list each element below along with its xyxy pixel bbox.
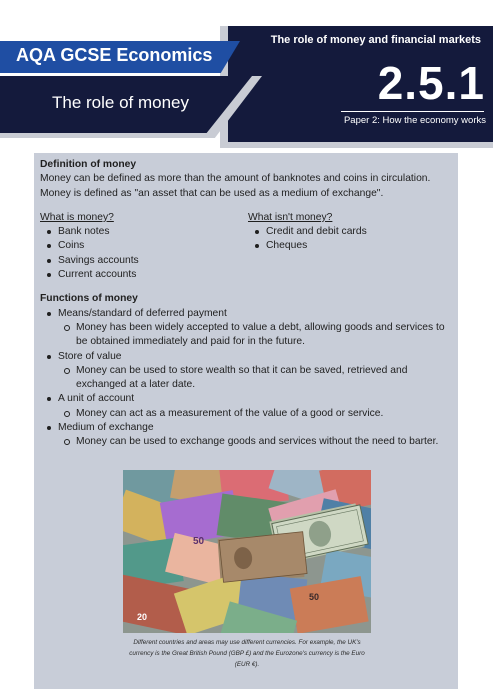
what-isnt-money-heading: What isn't money? (248, 211, 333, 223)
banknotes-illustration (123, 470, 371, 633)
function-detail: Money has been widely accepted to value a debt, allowing goods and services to be obtained immediately and paid for in the future. (40, 321, 456, 350)
function-title: Store of value (40, 350, 456, 364)
function-title: Medium of exchange (40, 421, 456, 435)
function-title: A unit of account (40, 392, 456, 406)
function-detail: Money can act as a measurement of the value of a good or service. (40, 407, 456, 421)
what-is-money-list (40, 225, 248, 282)
what-isnt-money-list (248, 225, 456, 254)
photo-label: 50 (193, 536, 205, 547)
function-detail: Money can be used to exchange goods and services without the need to barter. (40, 435, 456, 449)
functions-heading: Functions of money (40, 293, 138, 305)
functions-list (40, 307, 456, 450)
function-title: Means/standard of deferred payment (40, 307, 456, 321)
topic-title: The role of money (52, 93, 190, 112)
content (40, 158, 456, 450)
list-item: Cheques (248, 239, 456, 253)
list-item: Bank notes (40, 225, 248, 239)
what-is-money-heading: What is money? (40, 211, 114, 223)
list-item: Credit and debit cards (248, 225, 456, 239)
definition-text: Money can be defined as more than the amount of banknotes and coins in circulation. Money is defined as "an asset that can be used as a medium of exchange". (40, 173, 431, 199)
money-columns (40, 211, 456, 282)
unit-title: The role of money and financial markets (270, 34, 481, 46)
list-item: Current accounts (40, 268, 248, 282)
function-detail: Money can be used to store wealth so that it can be saved, retrieved and exchanged at a later date. (40, 364, 456, 393)
photo-caption: Different countries and areas may use different currencies. For example, the UK's currency is the Great British Pound (GBP £) and the Eurozone's currency is the Euro (EUR €). (129, 639, 365, 668)
list-item: Savings accounts (40, 254, 248, 268)
course-title: AQA GCSE Economics (16, 45, 213, 65)
photo-label: 20 (137, 612, 148, 622)
what-isnt-money-column (248, 211, 456, 282)
photo-label: 50 (309, 592, 320, 602)
banknotes-photo (123, 470, 371, 633)
definition-heading: Definition of money (40, 159, 137, 170)
list-item: Coins (40, 239, 248, 253)
functions-section (40, 292, 456, 449)
paper-label: Paper 2: How the economy works (343, 115, 486, 126)
what-is-money-column (40, 211, 248, 282)
unit-divider (341, 111, 484, 112)
unit-number: 2.5.1 (377, 57, 485, 109)
